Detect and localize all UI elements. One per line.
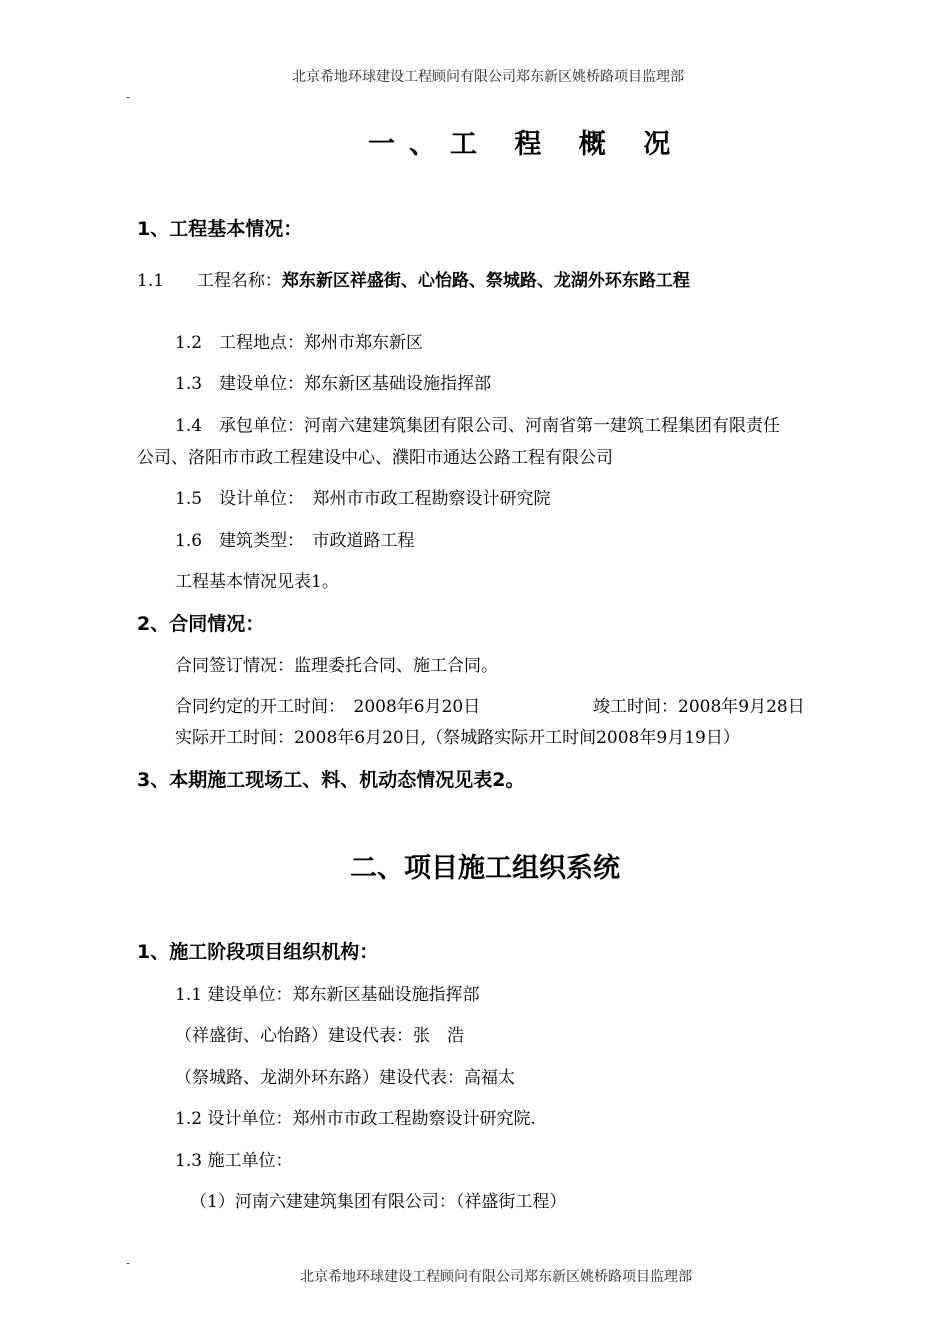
project-name-value: 郑东新区祥盛街、心怡路、祭城路、龙湖外环东路工程	[281, 271, 690, 291]
footer-dash-mark: -	[126, 1256, 131, 1270]
project-location-line: 1.2 工程地点：郑州市郑东新区	[175, 333, 424, 353]
owner-unit-line: 1.3 建设单位：郑东新区基础设施指挥部	[175, 374, 492, 394]
owner-rep-line-2: （祭城路、龙湖外环东路）建设代表：高福太	[175, 1068, 515, 1088]
contract-sign-line: 合同签订情况：监理委托合同、施工合同。	[175, 656, 498, 676]
contract-start-time: 合同约定的开工时间： 2008年6月20日	[175, 697, 481, 717]
building-type-line: 1.6 建筑类型： 市政道路工程	[175, 531, 415, 551]
section1-heading: 1、工程基本情况：	[137, 218, 303, 240]
chapter1-title: 一、工 程 概 况	[368, 129, 685, 160]
header-dash-mark: -	[126, 90, 131, 104]
actual-start-time: 实际开工时间：2008年6月20日,（祭城路实际开工时间2008年9月19日）	[175, 728, 740, 748]
construction-unit-line: 1.3 施工单位：	[175, 1151, 293, 1171]
org-owner-unit-line: 1.1 建设单位：郑东新区基础设施指挥部	[175, 985, 480, 1005]
contractor-line-1: 1.4 承包单位：河南六建建筑集团有限公司、河南省第一建筑工程集团有限责任	[175, 416, 781, 436]
page-header: 北京希地环球建设工程顾问有限公司郑东新区姚桥路项目监理部	[292, 69, 684, 85]
design-unit-line: 1.5 设计单位： 郑州市市政工程勘察设计研究院	[175, 489, 551, 509]
org-structure-heading: 1、施工阶段项目组织机构：	[137, 941, 379, 963]
chapter2-title: 二、项目施工组织系统	[350, 853, 620, 884]
contract-end-time: 竣工时间：2008年9月28日	[593, 697, 805, 717]
page-footer: 北京希地环球建设工程顾问有限公司郑东新区姚桥路项目监理部	[300, 1269, 692, 1285]
section3-heading: 3、本期施工现场工、料、机动态情况见表2。	[137, 769, 525, 791]
project-name-label: 工程名称：	[196, 271, 282, 291]
contractor-line-2: 公司、洛阳市市政工程建设中心、濮阳市通达公路工程有限公司	[137, 448, 613, 468]
project-name-number: 1.1	[137, 271, 165, 291]
owner-rep-line-1: （祥盛街、心怡路）建设代表：张 浩	[175, 1026, 464, 1046]
contractor-item-1: （1）河南六建建筑集团有限公司：（祥盛街工程）	[190, 1192, 567, 1212]
org-design-unit-line: 1.2 设计单位：郑州市市政工程勘察设计研究院.	[175, 1109, 536, 1129]
project-name-line	[137, 266, 690, 291]
table-reference: 工程基本情况见表1。	[175, 572, 339, 592]
section2-heading: 2、合同情况：	[137, 613, 265, 635]
